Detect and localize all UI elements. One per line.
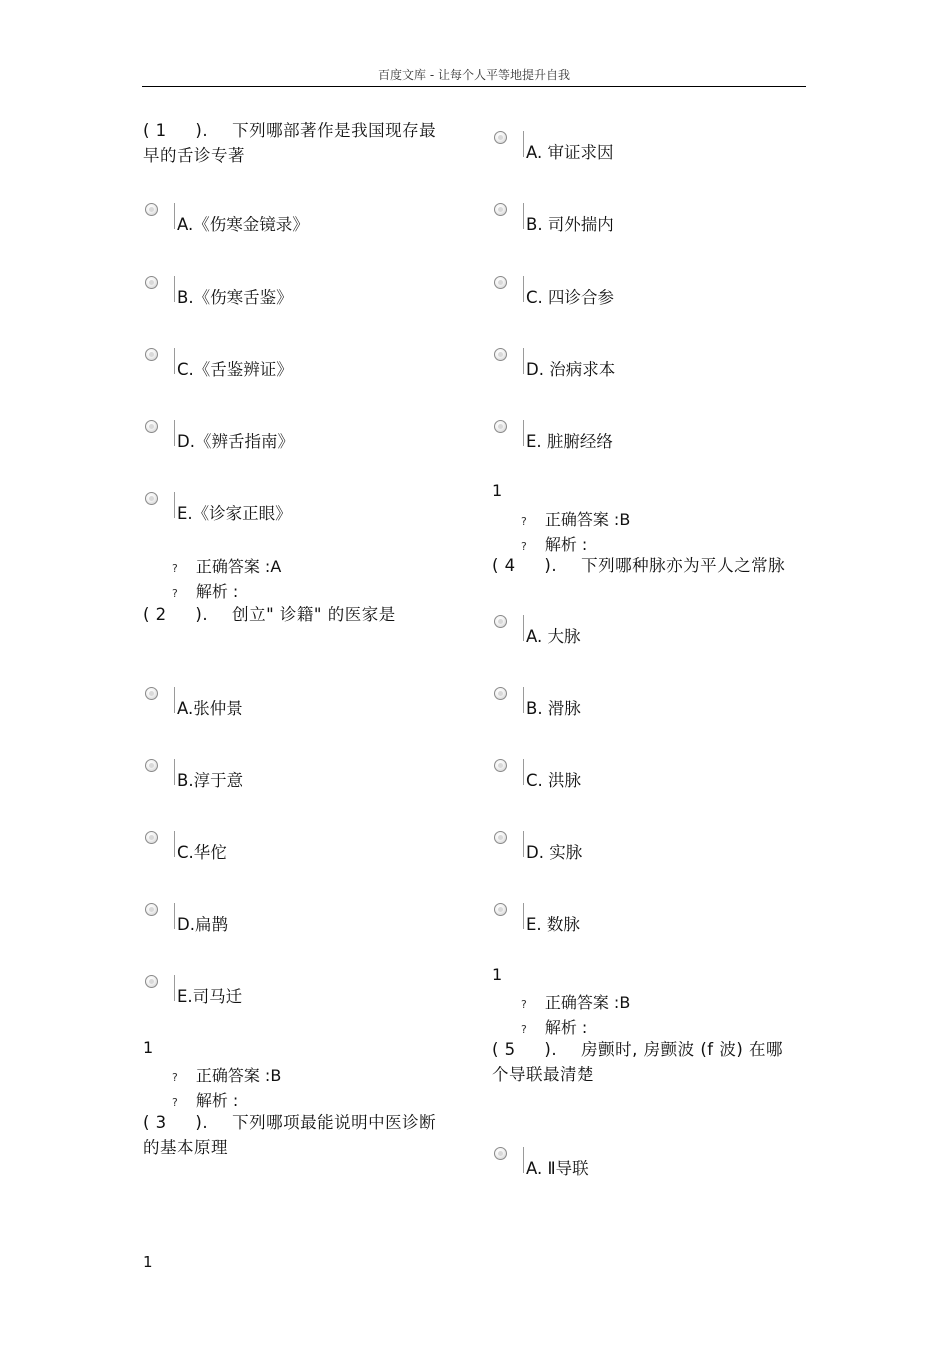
radio-button[interactable] (494, 759, 507, 772)
answer-label: 正确答案 : (195, 1066, 271, 1085)
question-text: 下列哪部著作是我国现存最 (232, 121, 437, 140)
analysis-line-q2: ? 解析 : (172, 1091, 239, 1110)
analysis-line-q3: ? 解析 : (521, 535, 588, 554)
analysis-line-q4: ? 解析 : (521, 1018, 588, 1037)
option-label: C.华佗 (177, 843, 227, 862)
answer-line-q4: ? 正确答案 :B (521, 993, 631, 1012)
analysis-label: 解析 : (544, 1018, 588, 1037)
radio-button[interactable] (494, 687, 507, 700)
question-text: 房颤时, 房颤波 (f 波) 在哪 (581, 1040, 784, 1059)
question-3 (143, 1110, 453, 1160)
question-number: ( 2 ). (143, 605, 209, 624)
page-number: 1 (143, 1253, 153, 1271)
radio-button[interactable] (494, 276, 507, 289)
analysis-line-q1: ? 解析 : (172, 582, 239, 601)
score-q3: 1 (492, 481, 503, 500)
question-number: ( 4 ). (492, 556, 558, 575)
answer-value: A (270, 557, 282, 576)
question-text-continued: 的基本原理 (143, 1138, 228, 1157)
radio-button[interactable] (494, 615, 507, 628)
radio-button[interactable] (145, 348, 158, 361)
radio-button[interactable] (494, 131, 507, 144)
question-text-continued: 早的舌诊专著 (143, 146, 245, 165)
radio-button[interactable] (145, 492, 158, 505)
radio-button[interactable] (145, 276, 158, 289)
option-label: B.淳于意 (177, 771, 244, 790)
radio-button[interactable] (494, 1147, 507, 1160)
question-2 (143, 602, 453, 627)
option-label: A. 大脉 (526, 627, 581, 646)
page-header: 百度文库 - 让每个人平等地提升自我 (378, 68, 570, 82)
radio-button[interactable] (494, 348, 507, 361)
answer-label: 正确答案 : (544, 993, 620, 1012)
question-5 (492, 1037, 812, 1087)
option-label: B. 滑脉 (526, 699, 581, 718)
option-label: C. 四诊合参 (526, 288, 615, 307)
radio-button[interactable] (145, 831, 158, 844)
question-text-continued: 个导联最清楚 (492, 1065, 594, 1084)
score-q4: 1 (492, 965, 503, 984)
radio-button[interactable] (494, 420, 507, 433)
answer-line-q3: ? 正确答案 :B (521, 510, 631, 529)
option-label: B. 司外揣内 (526, 215, 614, 234)
option-label: A.张仲景 (177, 699, 243, 718)
option-label: E.《诊家正眼》 (177, 504, 292, 523)
option-label: A.《伤寒金镜录》 (177, 215, 309, 234)
radio-button[interactable] (494, 903, 507, 916)
question-1 (143, 118, 453, 168)
option-label: B.《伤寒舌鉴》 (177, 288, 293, 307)
question-number: ( 5 ). (492, 1040, 558, 1059)
question-number: ( 3 ). (143, 1113, 209, 1132)
option-label: A. Ⅱ导联 (526, 1159, 589, 1178)
answer-value: B (619, 510, 631, 529)
option-label: D.扁鹊 (177, 915, 228, 934)
radio-button[interactable] (145, 975, 158, 988)
answer-line-q2: ? 正确答案 :B (172, 1066, 282, 1085)
answer-label: 正确答案 : (195, 557, 271, 576)
option-label: C. 洪脉 (526, 771, 582, 790)
radio-button[interactable] (145, 203, 158, 216)
option-label: D. 治病求本 (526, 360, 616, 379)
question-text: 下列哪种脉亦为平人之常脉 (581, 556, 786, 575)
answer-line-q1: ? 正确答案 :A (172, 557, 282, 576)
radio-button[interactable] (145, 687, 158, 700)
analysis-label: 解析 : (544, 535, 588, 554)
option-label: D. 实脉 (526, 843, 583, 862)
option-label: E.司马迁 (177, 987, 243, 1006)
radio-button[interactable] (494, 203, 507, 216)
analysis-label: 解析 : (195, 582, 239, 601)
question-4 (492, 553, 812, 578)
question-text: 创立" 诊籍" 的医家是 (232, 605, 396, 624)
option-label: C.《舌鉴辨证》 (177, 360, 293, 379)
answer-label: 正确答案 : (544, 510, 620, 529)
option-label: D.《辨舌指南》 (177, 432, 294, 451)
radio-button[interactable] (145, 903, 158, 916)
score-q2: 1 (143, 1038, 154, 1057)
radio-button[interactable] (145, 420, 158, 433)
option-label: A. 审证求因 (526, 143, 614, 162)
radio-button[interactable] (494, 831, 507, 844)
question-text: 下列哪项最能说明中医诊断 (232, 1113, 437, 1132)
answer-value: B (270, 1066, 282, 1085)
analysis-label: 解析 : (195, 1091, 239, 1110)
question-number: ( 1 ). (143, 121, 209, 140)
option-label: E. 脏腑经络 (526, 432, 613, 451)
option-label: E. 数脉 (526, 915, 580, 934)
radio-button[interactable] (145, 759, 158, 772)
header-divider (142, 86, 806, 87)
answer-value: B (619, 993, 631, 1012)
